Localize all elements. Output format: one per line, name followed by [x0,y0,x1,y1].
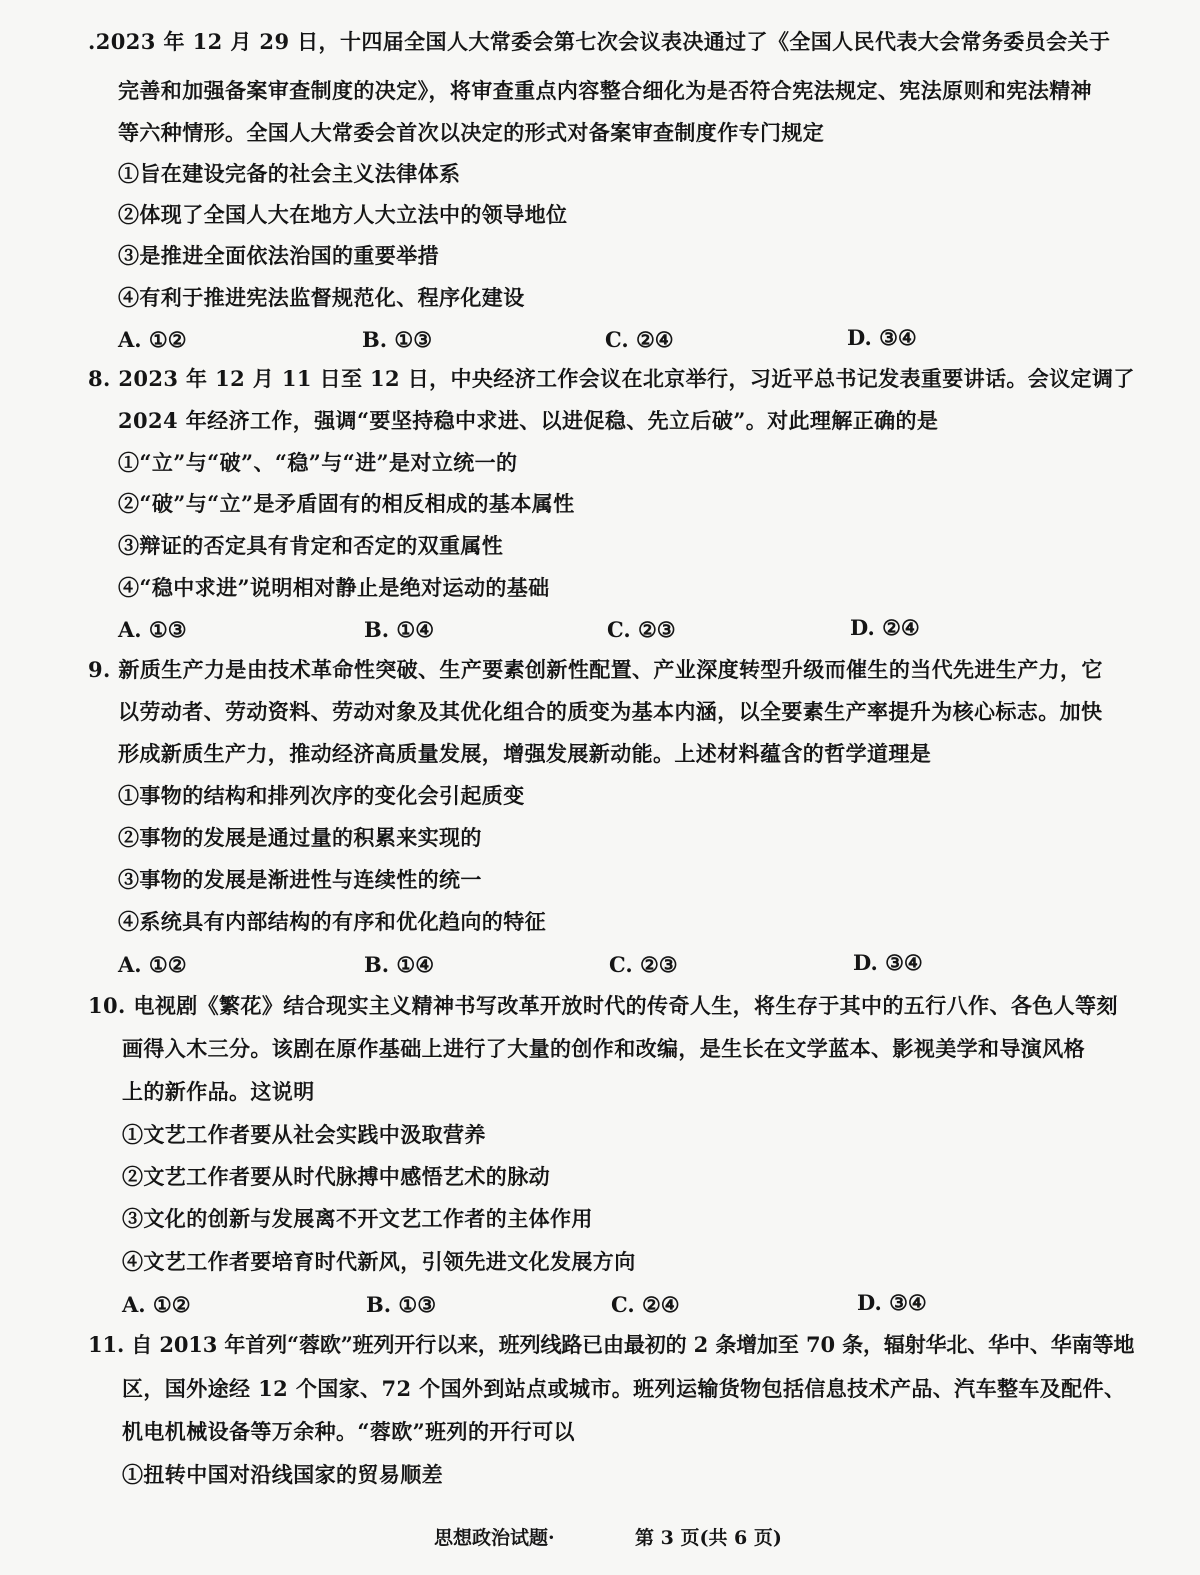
choice-statement: ④“稳中求进”说明相对静止是绝对运动的基础 [118,575,550,600]
question-stem-line: 以劳动者、劳动资料、劳动对象及其优化组合的质变为基本内涵，以全要素生产率提升为核心标志。加快 [118,699,1103,724]
answer-option-c: C. ②③ [607,617,676,642]
question-stem-line: 2024 年经济工作，强调“要坚持稳中求进、以进促稳、先立后破”。对此理解正确的是 [118,408,939,433]
choice-statement: ①旨在建设完备的社会主义法律体系 [118,161,461,186]
answer-option-a: A. ①② [118,952,187,977]
choice-statement: ①文艺工作者要从社会实践中汲取营养 [122,1122,486,1147]
answer-option-d: D. ③④ [857,1290,927,1315]
answer-option-c: C. ②④ [611,1292,680,1317]
choice-statement: ②文艺工作者要从时代脉搏中感悟艺术的脉动 [122,1164,550,1189]
choice-statement: ③是推进全面依法治国的重要举措 [118,243,439,268]
choice-statement: ③辩证的否定具有肯定和否定的双重属性 [118,533,504,558]
question-stem-line: 区，国外途经 12 个国家、72 个国外到站点或城市。班列运输货物包括信息技术产品、汽车整车及配件、 [122,1376,1126,1401]
footer-page-number: 第 3 页(共 6 页) [635,1527,782,1549]
choice-statement: ②事物的发展是通过量的积累来实现的 [118,825,482,850]
choice-statement: ③事物的发展是渐进性与连续性的统一 [118,867,482,892]
answer-option-a: A. ①② [122,1292,191,1317]
answer-option-b: B. ①④ [364,617,435,642]
answer-option-c: C. ②③ [609,952,678,977]
question-stem-line: 等六种情形。全国人大常委会首次以决定的形式对备案审查制度作专门规定 [118,120,825,145]
question-stem-line: 上的新作品。这说明 [122,1079,315,1104]
question-stem-line: 11. 自 2013 年首列“蓉欧”班列开行以来，班列线路已由最初的 2 条增加至 70 条，辐射华北、华中、华南等地 [88,1332,1135,1357]
answer-option-b: B. ①③ [366,1292,437,1317]
choice-statement: ④系统具有内部结构的有序和优化趋向的特征 [118,909,546,934]
question-stem-line: 8. 2023 年 12 月 11 日至 12 日，中央经济工作会议在北京举行，习近平总书记发表重要讲话。会议定调了 [88,366,1135,391]
choice-statement: ③文化的创新与发展离不开文艺工作者的主体作用 [122,1206,593,1231]
choice-statement: ④有利于推进宪法监督规范化、程序化建设 [118,285,525,310]
choice-statement: ①事物的结构和排列次序的变化会引起质变 [118,783,525,808]
choice-statement: ②“破”与“立”是矛盾固有的相反相成的基本属性 [118,491,575,516]
answer-option-d: D. ②④ [850,615,920,640]
answer-option-d: D. ③④ [847,325,917,350]
choice-statement: ②体现了全国人大在地方人大立法中的领导地位 [118,202,568,227]
question-stem-line: 10. 电视剧《繁花》结合现实主义精神书写改革开放时代的传奇人生，将生存于其中的五行八作、各色人等刻 [88,993,1118,1018]
question-stem-line: 画得入木三分。该剧在原作基础上进行了大量的创作和改编，是生长在文学蓝本、影视美学和导演风格 [122,1036,1085,1061]
answer-option-a: A. ①③ [118,617,187,642]
choice-statement: ④文艺工作者要培育时代新风，引领先进文化发展方向 [122,1249,636,1274]
question-stem-line: 机电机械设备等万余种。“蓉欧”班列的开行可以 [122,1419,575,1444]
answer-option-d: D. ③④ [853,950,923,975]
answer-option-c: C. ②④ [605,327,674,352]
answer-option-b: B. ①④ [364,952,435,977]
choice-statement: ①扭转中国对沿线国家的贸易顺差 [122,1462,443,1487]
question-stem-line: 完善和加强备案审查制度的决定》，将审查重点内容整合细化为是否符合宪法规定、宪法原则和宪法精神 [118,78,1092,103]
question-stem-line: 9. 新质生产力是由技术革命性突破、生产要素创新性配置、产业深度转型升级而催生的当代先进生产力，它 [88,657,1103,682]
footer-subject: 思想政治试题· [434,1527,555,1549]
choice-statement: ①“立”与“破”、“稳”与“进”是对立统一的 [118,450,518,475]
question-stem-line: .2023 年 12 月 29 日，十四届全国人大常委会第七次会议表决通过了《全国人民代表大会常务委员会关于 [88,29,1111,54]
answer-option-b: B. ①③ [362,327,433,352]
question-stem-line: 形成新质生产力，推动经济高质量发展，增强发展新动能。上述材料蕴含的哲学道理是 [118,741,932,766]
answer-option-a: A. ①② [118,327,187,352]
